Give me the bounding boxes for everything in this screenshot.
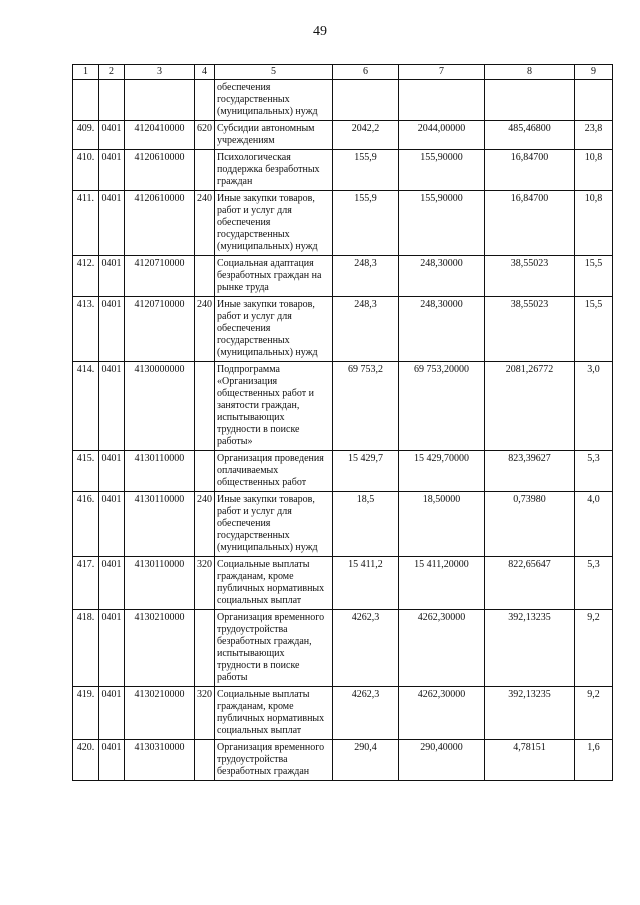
approved-amount: 15 411,2 bbox=[333, 557, 399, 610]
item-name: Иные закупки товаров, работ и услуг для обеспечения государственных (муниципальных) нужд bbox=[215, 492, 333, 557]
column-header: 2 bbox=[99, 65, 125, 80]
table-row bbox=[73, 121, 613, 150]
table-row bbox=[73, 451, 613, 492]
budget-amount: 18,50000 bbox=[399, 492, 485, 557]
budget-amount bbox=[399, 80, 485, 121]
section-code: 0401 bbox=[99, 557, 125, 610]
expense-type-code bbox=[195, 740, 215, 781]
table-header-row bbox=[73, 65, 613, 80]
expense-type-code bbox=[195, 80, 215, 121]
column-header: 4 bbox=[195, 65, 215, 80]
table-row bbox=[73, 297, 613, 362]
row-number bbox=[73, 80, 99, 121]
budget-amount: 69 753,20000 bbox=[399, 362, 485, 451]
item-name: обеспечения государственных (муниципальных) нужд bbox=[215, 80, 333, 121]
budget-amount: 155,90000 bbox=[399, 150, 485, 191]
table-row bbox=[73, 80, 613, 121]
budget-table bbox=[72, 64, 613, 781]
execution-percent: 5,3 bbox=[575, 451, 613, 492]
execution-percent: 3,0 bbox=[575, 362, 613, 451]
table-row bbox=[73, 191, 613, 256]
approved-amount: 290,4 bbox=[333, 740, 399, 781]
target-article-code: 4130210000 bbox=[125, 610, 195, 687]
item-name: Социальная адаптация безработных граждан на рынке труда bbox=[215, 256, 333, 297]
expense-type-code bbox=[195, 451, 215, 492]
row-number: 413. bbox=[73, 297, 99, 362]
target-article-code: 4120410000 bbox=[125, 121, 195, 150]
item-name: Организация временного трудоустройства безработных граждан, испытывающих трудности в поиске работы bbox=[215, 610, 333, 687]
execution-percent: 10,8 bbox=[575, 150, 613, 191]
execution-percent bbox=[575, 80, 613, 121]
budget-amount: 4262,30000 bbox=[399, 610, 485, 687]
row-number: 412. bbox=[73, 256, 99, 297]
item-name: Организация проведения оплачиваемых общественных работ bbox=[215, 451, 333, 492]
target-article-code: 4130110000 bbox=[125, 557, 195, 610]
approved-amount: 248,3 bbox=[333, 297, 399, 362]
executed-amount: 0,73980 bbox=[485, 492, 575, 557]
executed-amount: 38,55023 bbox=[485, 256, 575, 297]
row-number: 417. bbox=[73, 557, 99, 610]
table-row bbox=[73, 492, 613, 557]
section-code: 0401 bbox=[99, 297, 125, 362]
approved-amount: 155,9 bbox=[333, 191, 399, 256]
row-number: 419. bbox=[73, 687, 99, 740]
target-article-code: 4120710000 bbox=[125, 297, 195, 362]
column-header: 7 bbox=[399, 65, 485, 80]
target-article-code bbox=[125, 80, 195, 121]
target-article-code: 4130210000 bbox=[125, 687, 195, 740]
target-article-code: 4120610000 bbox=[125, 150, 195, 191]
column-header: 1 bbox=[73, 65, 99, 80]
section-code: 0401 bbox=[99, 121, 125, 150]
expense-type-code: 240 bbox=[195, 297, 215, 362]
execution-percent: 9,2 bbox=[575, 687, 613, 740]
budget-amount: 248,30000 bbox=[399, 256, 485, 297]
column-header: 6 bbox=[333, 65, 399, 80]
section-code: 0401 bbox=[99, 256, 125, 297]
target-article-code: 4130110000 bbox=[125, 451, 195, 492]
section-code: 0401 bbox=[99, 687, 125, 740]
item-name: Организация временного трудоустройства безработных граждан bbox=[215, 740, 333, 781]
item-name: Субсидии автономным учреждениям bbox=[215, 121, 333, 150]
approved-amount: 69 753,2 bbox=[333, 362, 399, 451]
approved-amount: 248,3 bbox=[333, 256, 399, 297]
target-article-code: 4130310000 bbox=[125, 740, 195, 781]
approved-amount: 15 429,7 bbox=[333, 451, 399, 492]
expense-type-code: 320 bbox=[195, 687, 215, 740]
column-header: 3 bbox=[125, 65, 195, 80]
expense-type-code: 620 bbox=[195, 121, 215, 150]
row-number: 414. bbox=[73, 362, 99, 451]
execution-percent: 15,5 bbox=[575, 297, 613, 362]
approved-amount: 155,9 bbox=[333, 150, 399, 191]
expense-type-code bbox=[195, 256, 215, 297]
budget-amount: 248,30000 bbox=[399, 297, 485, 362]
item-name: Психологическая поддержка безработных граждан bbox=[215, 150, 333, 191]
execution-percent: 4,0 bbox=[575, 492, 613, 557]
approved-amount: 4262,3 bbox=[333, 687, 399, 740]
row-number: 409. bbox=[73, 121, 99, 150]
section-code: 0401 bbox=[99, 451, 125, 492]
table-row bbox=[73, 610, 613, 687]
table-row bbox=[73, 557, 613, 610]
item-name: Социальные выплаты гражданам, кроме публичных нормативных социальных выплат bbox=[215, 687, 333, 740]
approved-amount: 2042,2 bbox=[333, 121, 399, 150]
row-number: 418. bbox=[73, 610, 99, 687]
table-row bbox=[73, 740, 613, 781]
approved-amount bbox=[333, 80, 399, 121]
approved-amount: 4262,3 bbox=[333, 610, 399, 687]
row-number: 420. bbox=[73, 740, 99, 781]
item-name: Иные закупки товаров, работ и услуг для обеспечения государственных (муниципальных) нужд bbox=[215, 297, 333, 362]
executed-amount: 2081,26772 bbox=[485, 362, 575, 451]
budget-amount: 15 411,20000 bbox=[399, 557, 485, 610]
target-article-code: 4120610000 bbox=[125, 191, 195, 256]
execution-percent: 9,2 bbox=[575, 610, 613, 687]
executed-amount: 485,46800 bbox=[485, 121, 575, 150]
expense-type-code: 240 bbox=[195, 191, 215, 256]
execution-percent: 15,5 bbox=[575, 256, 613, 297]
row-number: 416. bbox=[73, 492, 99, 557]
section-code: 0401 bbox=[99, 191, 125, 256]
section-code: 0401 bbox=[99, 150, 125, 191]
execution-percent: 1,6 bbox=[575, 740, 613, 781]
section-code: 0401 bbox=[99, 740, 125, 781]
section-code bbox=[99, 80, 125, 121]
executed-amount: 16,84700 bbox=[485, 150, 575, 191]
table-row bbox=[73, 687, 613, 740]
row-number: 411. bbox=[73, 191, 99, 256]
expense-type-code bbox=[195, 610, 215, 687]
table-row bbox=[73, 256, 613, 297]
executed-amount: 392,13235 bbox=[485, 687, 575, 740]
executed-amount: 38,55023 bbox=[485, 297, 575, 362]
page-number: 49 bbox=[313, 24, 327, 39]
budget-amount: 4262,30000 bbox=[399, 687, 485, 740]
table-row bbox=[73, 150, 613, 191]
section-code: 0401 bbox=[99, 362, 125, 451]
executed-amount: 16,84700 bbox=[485, 191, 575, 256]
expense-type-code bbox=[195, 362, 215, 451]
item-name: Иные закупки товаров, работ и услуг для обеспечения государственных (муниципальных) нужд bbox=[215, 191, 333, 256]
table-row bbox=[73, 362, 613, 451]
target-article-code: 4130110000 bbox=[125, 492, 195, 557]
row-number: 415. bbox=[73, 451, 99, 492]
item-name: Социальные выплаты гражданам, кроме публичных нормативных социальных выплат bbox=[215, 557, 333, 610]
executed-amount: 392,13235 bbox=[485, 610, 575, 687]
budget-amount: 2044,00000 bbox=[399, 121, 485, 150]
budget-amount: 155,90000 bbox=[399, 191, 485, 256]
executed-amount: 822,65647 bbox=[485, 557, 575, 610]
section-code: 0401 bbox=[99, 610, 125, 687]
approved-amount: 18,5 bbox=[333, 492, 399, 557]
target-article-code: 4120710000 bbox=[125, 256, 195, 297]
executed-amount: 823,39627 bbox=[485, 451, 575, 492]
expense-type-code: 320 bbox=[195, 557, 215, 610]
section-code: 0401 bbox=[99, 492, 125, 557]
row-number: 410. bbox=[73, 150, 99, 191]
executed-amount: 4,78151 bbox=[485, 740, 575, 781]
column-header: 8 bbox=[485, 65, 575, 80]
expense-type-code bbox=[195, 150, 215, 191]
executed-amount bbox=[485, 80, 575, 121]
execution-percent: 23,8 bbox=[575, 121, 613, 150]
execution-percent: 10,8 bbox=[575, 191, 613, 256]
target-article-code: 4130000000 bbox=[125, 362, 195, 451]
execution-percent: 5,3 bbox=[575, 557, 613, 610]
item-name: Подпрограмма «Организация общественных работ и занятости граждан, испытывающих трудности в поиске работы» bbox=[215, 362, 333, 451]
expense-type-code: 240 bbox=[195, 492, 215, 557]
column-header: 9 bbox=[575, 65, 613, 80]
column-header: 5 bbox=[215, 65, 333, 80]
budget-amount: 290,40000 bbox=[399, 740, 485, 781]
budget-amount: 15 429,70000 bbox=[399, 451, 485, 492]
